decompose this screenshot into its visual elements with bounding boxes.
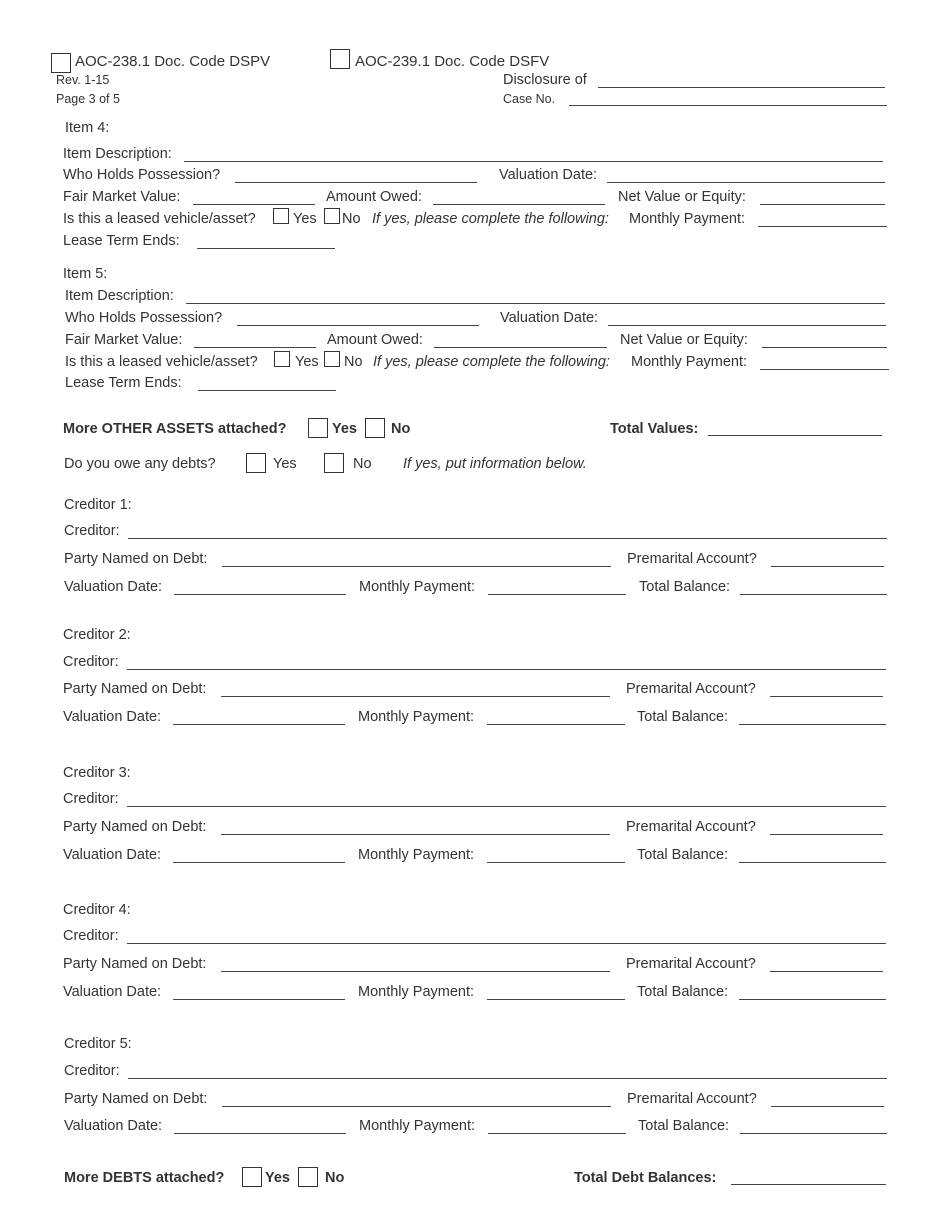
creditor-3-premarital-label: Premarital Account? xyxy=(626,819,756,835)
item-5-leased-yes-checkbox[interactable] xyxy=(274,351,290,367)
creditor-4-premarital-field[interactable] xyxy=(770,971,883,972)
creditor-3-party-label: Party Named on Debt: xyxy=(63,819,207,835)
rev-label: Rev. 1-15 xyxy=(56,73,110,87)
creditor-3-valuation-field[interactable] xyxy=(173,862,345,863)
creditor-2-creditor-label: Creditor: xyxy=(63,654,119,670)
creditor-5-balance-label: Total Balance: xyxy=(638,1118,730,1134)
item-4-leased-yes-checkbox[interactable] xyxy=(273,208,289,224)
case-number-field[interactable] xyxy=(569,105,887,106)
creditor-1-monthly-field[interactable] xyxy=(488,594,626,595)
item-4-monthly-payment-field[interactable] xyxy=(758,226,887,227)
creditor-4-balance-label: Total Balance: xyxy=(637,984,729,1000)
creditor-5-party-label: Party Named on Debt: xyxy=(64,1091,208,1107)
item-5-description-field[interactable] xyxy=(186,303,885,304)
item-5-valuation-date-field[interactable] xyxy=(608,325,886,326)
creditor-3-valuation-label: Valuation Date: xyxy=(63,847,162,863)
creditor-2-valuation-label: Valuation Date: xyxy=(63,709,162,725)
creditor-3-creditor-label: Creditor: xyxy=(63,791,119,807)
creditor-1-party-field[interactable] xyxy=(222,566,611,567)
creditor-5-valuation-label: Valuation Date: xyxy=(64,1118,163,1134)
more-assets-yes-label: Yes xyxy=(332,421,357,437)
item-5-leased-question: Is this a leased vehicle/asset? xyxy=(65,354,258,370)
item-5-amount-owed-field[interactable] xyxy=(434,347,607,348)
creditor-5-creditor-label: Creditor: xyxy=(64,1063,120,1079)
creditor-2-monthly-field[interactable] xyxy=(487,724,625,725)
creditor-3-balance-label: Total Balance: xyxy=(637,847,729,863)
case-label: Case No. xyxy=(503,92,556,106)
creditor-2-party-field[interactable] xyxy=(221,696,610,697)
creditor-4-monthly-field[interactable] xyxy=(487,999,625,1000)
item-5-amount-owed-label: Amount Owed: xyxy=(327,332,423,348)
creditor-1-premarital-label: Premarital Account? xyxy=(627,551,757,567)
creditor-4-premarital-label: Premarital Account? xyxy=(626,956,756,972)
owe-debts-question: Do you owe any debts? xyxy=(64,456,216,472)
item-4-valuation-date-label: Valuation Date: xyxy=(499,167,598,183)
creditor-5-monthly-label: Monthly Payment: xyxy=(359,1118,476,1134)
creditor-3-party-field[interactable] xyxy=(221,834,610,835)
creditor-5-monthly-field[interactable] xyxy=(488,1133,626,1134)
item-5-description-label: Item Description: xyxy=(65,288,174,304)
creditor-2-balance-field[interactable] xyxy=(739,724,886,725)
creditor-3-title: Creditor 3: xyxy=(63,765,131,781)
item-5-fair-market-field[interactable] xyxy=(194,347,316,348)
item-5-leased-yes-label: Yes xyxy=(295,354,319,370)
item-5-who-holds-label: Who Holds Possession? xyxy=(65,310,223,326)
creditor-1-valuation-field[interactable] xyxy=(174,594,346,595)
more-debts-question: More DEBTS attached? xyxy=(64,1170,225,1186)
creditor-5-valuation-field[interactable] xyxy=(174,1133,346,1134)
owe-debts-no-checkbox[interactable] xyxy=(324,453,344,473)
item-4-title: Item 4: xyxy=(65,120,110,136)
item-4-net-value-field[interactable] xyxy=(760,204,885,205)
more-other-assets-question: More OTHER ASSETS attached? xyxy=(63,421,287,437)
creditor-4-creditor-field[interactable] xyxy=(127,943,886,944)
item-4-description-label: Item Description: xyxy=(63,146,172,162)
form2-label: AOC-239.1 Doc. Code DSFV xyxy=(355,53,550,70)
creditor-1-party-label: Party Named on Debt: xyxy=(64,551,208,567)
disclosure-field[interactable] xyxy=(598,87,885,88)
more-debts-yes-label: Yes xyxy=(265,1170,290,1186)
creditor-4-title: Creditor 4: xyxy=(63,902,131,918)
aoc-239-checkbox[interactable] xyxy=(330,49,350,69)
item-5-leased-no-label: No xyxy=(344,354,363,370)
creditor-5-premarital-field[interactable] xyxy=(771,1106,884,1107)
creditor-2-premarital-label: Premarital Account? xyxy=(626,681,756,697)
item-4-valuation-date-field[interactable] xyxy=(607,182,885,183)
item-4-lease-term-label: Lease Term Ends: xyxy=(63,233,180,249)
creditor-2-monthly-label: Monthly Payment: xyxy=(358,709,475,725)
creditor-2-creditor-field[interactable] xyxy=(127,669,886,670)
item-4-fair-market-field[interactable] xyxy=(193,204,315,205)
creditor-3-balance-field[interactable] xyxy=(739,862,886,863)
item-4-amount-owed-field[interactable] xyxy=(433,204,605,205)
more-debts-yes-checkbox[interactable] xyxy=(242,1167,262,1187)
creditor-1-valuation-label: Valuation Date: xyxy=(64,579,163,595)
creditor-2-party-label: Party Named on Debt: xyxy=(63,681,207,697)
total-debt-balances-label: Total Debt Balances: xyxy=(574,1170,717,1186)
item-5-net-value-field[interactable] xyxy=(762,347,887,348)
item-4-lease-term-field[interactable] xyxy=(197,248,335,249)
creditor-5-balance-field[interactable] xyxy=(740,1133,887,1134)
creditor-1-monthly-label: Monthly Payment: xyxy=(359,579,476,595)
total-values-label: Total Values: xyxy=(610,421,699,437)
creditor-3-premarital-field[interactable] xyxy=(770,834,883,835)
more-debts-no-label: No xyxy=(325,1170,345,1186)
creditor-3-monthly-label: Monthly Payment: xyxy=(358,847,475,863)
creditor-3-monthly-field[interactable] xyxy=(487,862,625,863)
creditor-4-valuation-label: Valuation Date: xyxy=(63,984,162,1000)
item-5-leased-no-checkbox[interactable] xyxy=(324,351,340,367)
item-4-leased-no-label: No xyxy=(342,211,361,227)
item-4-leased-yes-label: Yes xyxy=(293,211,317,227)
more-assets-no-checkbox[interactable] xyxy=(365,418,385,438)
item-5-fair-market-label: Fair Market Value: xyxy=(65,332,183,348)
item-5-valuation-date-label: Valuation Date: xyxy=(500,310,599,326)
item-5-title: Item 5: xyxy=(63,266,108,282)
item-4-amount-owed-label: Amount Owed: xyxy=(326,189,422,205)
creditor-4-creditor-label: Creditor: xyxy=(63,928,119,944)
item-5-lease-term-field[interactable] xyxy=(198,390,336,391)
more-debts-no-checkbox[interactable] xyxy=(298,1167,318,1187)
item-5-if-yes-note: If yes, please complete the following: xyxy=(373,354,610,370)
creditor-1-creditor-label: Creditor: xyxy=(64,523,120,539)
creditor-1-title: Creditor 1: xyxy=(64,497,132,513)
owe-debts-note: If yes, put information below. xyxy=(403,456,587,472)
item-5-monthly-payment-label: Monthly Payment: xyxy=(631,354,748,370)
item-4-who-holds-label: Who Holds Possession? xyxy=(63,167,221,183)
item-4-description-field[interactable] xyxy=(184,161,883,162)
creditor-5-premarital-label: Premarital Account? xyxy=(627,1091,757,1107)
aoc-238-checkbox[interactable] xyxy=(51,53,71,73)
item-4-leased-question: Is this a leased vehicle/asset? xyxy=(63,211,256,227)
item-5-net-value-label: Net Value or Equity: xyxy=(620,332,748,348)
item-4-monthly-payment-label: Monthly Payment: xyxy=(629,211,746,227)
item-4-net-value-label: Net Value or Equity: xyxy=(618,189,746,205)
creditor-2-title: Creditor 2: xyxy=(63,627,131,643)
page-label: Page 3 of 5 xyxy=(56,92,120,106)
item-4-if-yes-note: If yes, please complete the following: xyxy=(372,211,609,227)
total-values-field[interactable] xyxy=(708,435,882,436)
form1-label: AOC-238.1 Doc. Code DSPV xyxy=(75,53,271,70)
creditor-1-creditor-field[interactable] xyxy=(128,538,887,539)
item-4-who-holds-field[interactable] xyxy=(235,182,477,183)
creditor-2-premarital-field[interactable] xyxy=(770,696,883,697)
creditor-5-title: Creditor 5: xyxy=(64,1036,132,1052)
item-4-leased-no-checkbox[interactable] xyxy=(324,208,340,224)
owe-debts-yes-checkbox[interactable] xyxy=(246,453,266,473)
creditor-5-creditor-field[interactable] xyxy=(128,1078,887,1079)
creditor-1-balance-field[interactable] xyxy=(740,594,887,595)
creditor-4-monthly-label: Monthly Payment: xyxy=(358,984,475,1000)
item-5-who-holds-field[interactable] xyxy=(237,325,479,326)
creditor-4-valuation-field[interactable] xyxy=(173,999,345,1000)
owe-debts-no-label: No xyxy=(353,456,372,472)
owe-debts-yes-label: Yes xyxy=(273,456,297,472)
item-4-fair-market-label: Fair Market Value: xyxy=(63,189,181,205)
creditor-4-balance-field[interactable] xyxy=(739,999,886,1000)
more-assets-yes-checkbox[interactable] xyxy=(308,418,328,438)
total-debt-balances-field[interactable] xyxy=(731,1184,886,1185)
creditor-2-valuation-field[interactable] xyxy=(173,724,345,725)
creditor-1-balance-label: Total Balance: xyxy=(639,579,731,595)
item-5-monthly-payment-field[interactable] xyxy=(760,369,889,370)
creditor-2-balance-label: Total Balance: xyxy=(637,709,729,725)
disclosure-label: Disclosure of xyxy=(503,72,587,88)
creditor-5-party-field[interactable] xyxy=(222,1106,611,1107)
creditor-3-creditor-field[interactable] xyxy=(127,806,886,807)
more-assets-no-label: No xyxy=(391,421,411,437)
creditor-4-party-field[interactable] xyxy=(221,971,610,972)
creditor-4-party-label: Party Named on Debt: xyxy=(63,956,207,972)
creditor-1-premarital-field[interactable] xyxy=(771,566,884,567)
item-5-lease-term-label: Lease Term Ends: xyxy=(65,375,182,391)
